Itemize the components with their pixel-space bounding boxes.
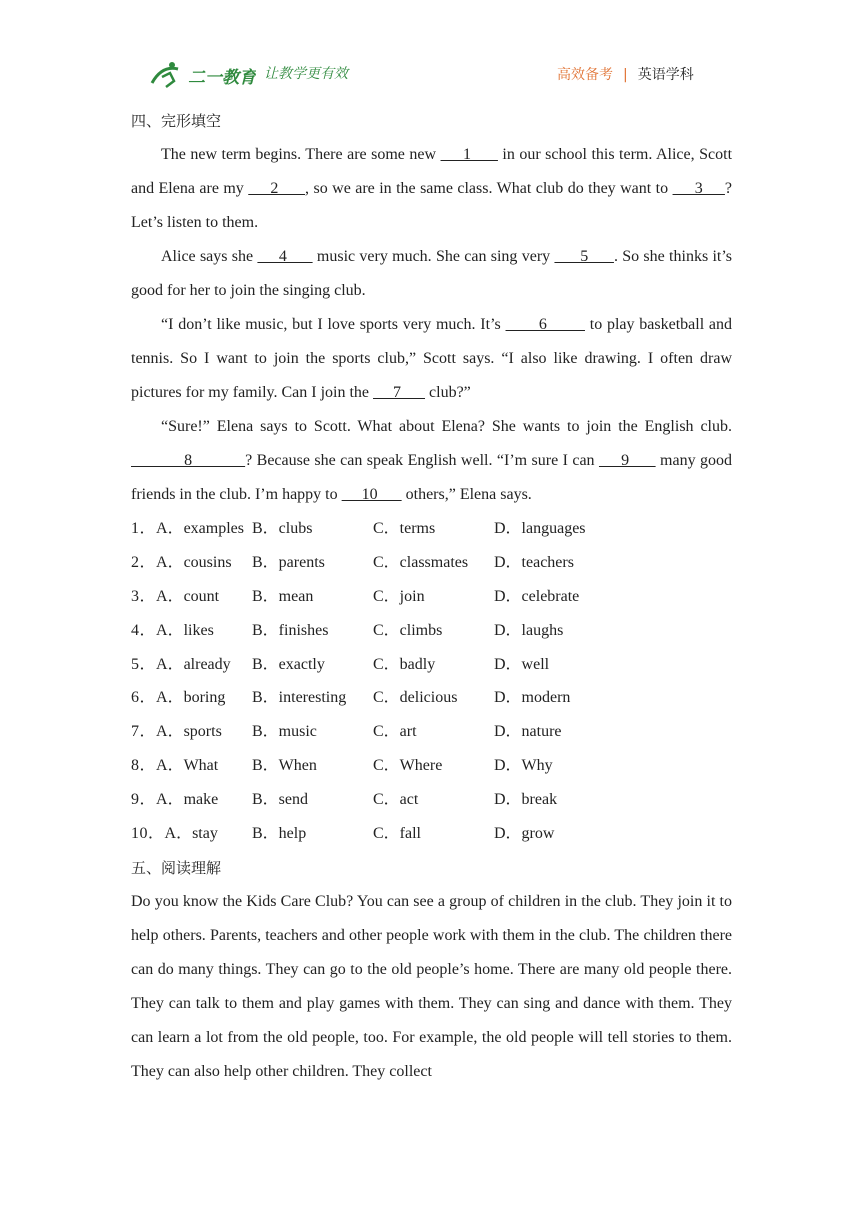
text-run: “I don’t like music, but I love sports very much. It’s — [161, 316, 506, 333]
option-c: C．delicious — [373, 689, 458, 707]
reading-paragraph-1: Do you know the Kids Care Club? You can see a group of children in the club. They join it to help others. Parents, teachers and other people work with them in the club. The children there can do many things. They can go to the old people’s home. There are many old people there. They can talk to them and play games with them. They can sing and dance with them. They can learn a lot from the old people, too. For example, the old people will tell stories to them. They can also help other children. They collect — [131, 892, 732, 1080]
option-b: B．send — [252, 791, 309, 809]
option-a: A．likes — [156, 621, 214, 639]
text-run: , so we are in the same class. What club do they want to — [305, 180, 673, 197]
slogan: 让教学更有效 — [264, 66, 348, 82]
option-b: B．parents — [252, 553, 325, 571]
cloze-paragraph-1 — [131, 138, 732, 240]
option-a: A．boring — [156, 689, 226, 707]
text-run: “Sure!” Elena says to Scott. What about Elena? She wants to join the English club. — [161, 418, 732, 435]
question-number: 10． — [131, 825, 165, 843]
option-d: D．laughs — [494, 621, 564, 639]
text-run: to play basketball and tennis. So I want to join the sports club,” Scott says. “I also like drawing. I often draw pictures for my family. Can I join the — [131, 316, 733, 401]
option-c: C．fall — [373, 825, 421, 843]
option-b: B．clubs — [252, 520, 313, 537]
option-c: C．climbs — [373, 621, 443, 639]
option-c: C．art — [373, 723, 417, 741]
cloze-paragraph-2 — [131, 240, 732, 308]
text-run: many good friends in the club. I’m happy to — [131, 452, 732, 503]
option-d: D．modern — [494, 689, 571, 707]
option-c: C．badly — [373, 655, 436, 673]
question-row — [131, 681, 732, 715]
blank-9: 9 — [598, 452, 656, 469]
text-run: Alice says she — [161, 248, 258, 265]
cloze-paragraph-3 — [131, 308, 732, 410]
header-separator: | — [623, 67, 628, 83]
cloze-paragraph-4 — [131, 410, 732, 512]
header-right — [557, 64, 694, 84]
question-number: 1． — [131, 520, 157, 537]
option-a: A．cousins — [156, 553, 232, 571]
option-d: D．languages — [494, 520, 586, 537]
option-c: C．classmates — [373, 553, 469, 571]
question-row — [131, 614, 732, 648]
option-d: D．teachers — [494, 553, 574, 571]
question-row — [131, 715, 732, 749]
blank-10: 10 — [341, 486, 402, 503]
option-b: B．help — [252, 825, 307, 843]
text-run: . So she thinks it’s good for her to join the singing club. — [131, 248, 733, 299]
option-b: B．exactly — [252, 655, 325, 673]
option-d: D．celebrate — [494, 587, 580, 605]
option-d: D．Why — [494, 757, 553, 775]
text-run: others,” Elena says. — [401, 486, 532, 503]
logo — [148, 59, 256, 91]
option-b: B．music — [252, 723, 317, 741]
question-number: 2． — [131, 553, 157, 571]
option-c: C．terms — [373, 520, 436, 537]
section-title-cloze: 四、完形填空 — [131, 112, 222, 130]
question-number: 7． — [131, 723, 157, 741]
text-run: The new term begins. There are some new — [161, 146, 441, 163]
text-run: music very much. She can sing very — [312, 248, 555, 265]
option-a: A．already — [156, 655, 231, 673]
question-row — [131, 648, 732, 682]
option-a: A．stay — [164, 825, 218, 843]
document-body — [131, 104, 732, 1089]
text-run: club?” — [425, 384, 471, 401]
option-a: A．What — [156, 757, 219, 775]
logo-text: 二一教育 — [188, 68, 256, 88]
question-row — [131, 580, 732, 614]
blank-8: 8 — [131, 452, 246, 469]
option-a: A．sports — [156, 723, 222, 741]
exam-label: 高效备考 — [557, 67, 613, 83]
blank-3: 3 — [672, 180, 725, 197]
option-d: D．break — [494, 791, 558, 809]
blank-2: 2 — [248, 180, 306, 197]
text-run: in our school this term. Alice, Scott and Elena are my — [131, 146, 733, 197]
question-row — [131, 749, 732, 783]
blank-5: 5 — [554, 248, 614, 265]
question-number: 6． — [131, 689, 157, 707]
question-list — [131, 512, 732, 851]
question-number: 8． — [131, 757, 157, 775]
page-header — [0, 55, 860, 95]
question-row — [131, 817, 732, 851]
text-run: ? Because she can speak English well. “I’m sure I can — [245, 452, 599, 469]
question-row — [131, 546, 732, 580]
blank-7: 7 — [373, 384, 426, 401]
question-row — [131, 783, 732, 817]
blank-6: 6 — [505, 316, 585, 333]
option-d: D．grow — [494, 825, 555, 843]
option-b: B．mean — [252, 587, 314, 605]
question-number: 5． — [131, 655, 157, 673]
option-a: A．make — [156, 791, 219, 809]
option-a: A．examples — [156, 520, 244, 537]
option-c: C．Where — [373, 757, 443, 775]
question-number: 9． — [131, 791, 157, 809]
text-run: ? Let’s listen to them. — [131, 180, 733, 231]
question-row — [131, 512, 732, 546]
question-number: 3． — [131, 587, 157, 605]
option-c: C．join — [373, 587, 425, 605]
question-number: 4． — [131, 621, 157, 639]
subject-label: 英语学科 — [637, 67, 694, 83]
option-b: B．interesting — [252, 689, 347, 707]
blank-1: 1 — [440, 146, 498, 163]
section-title-reading: 五、阅读理解 — [131, 858, 222, 877]
option-b: B．When — [252, 757, 317, 775]
option-b: B．finishes — [252, 621, 329, 639]
option-d: D．nature — [494, 723, 562, 741]
blank-4: 4 — [257, 248, 313, 265]
option-c: C．act — [373, 791, 419, 809]
option-a: A．count — [156, 587, 220, 605]
option-d: D．well — [494, 655, 550, 673]
